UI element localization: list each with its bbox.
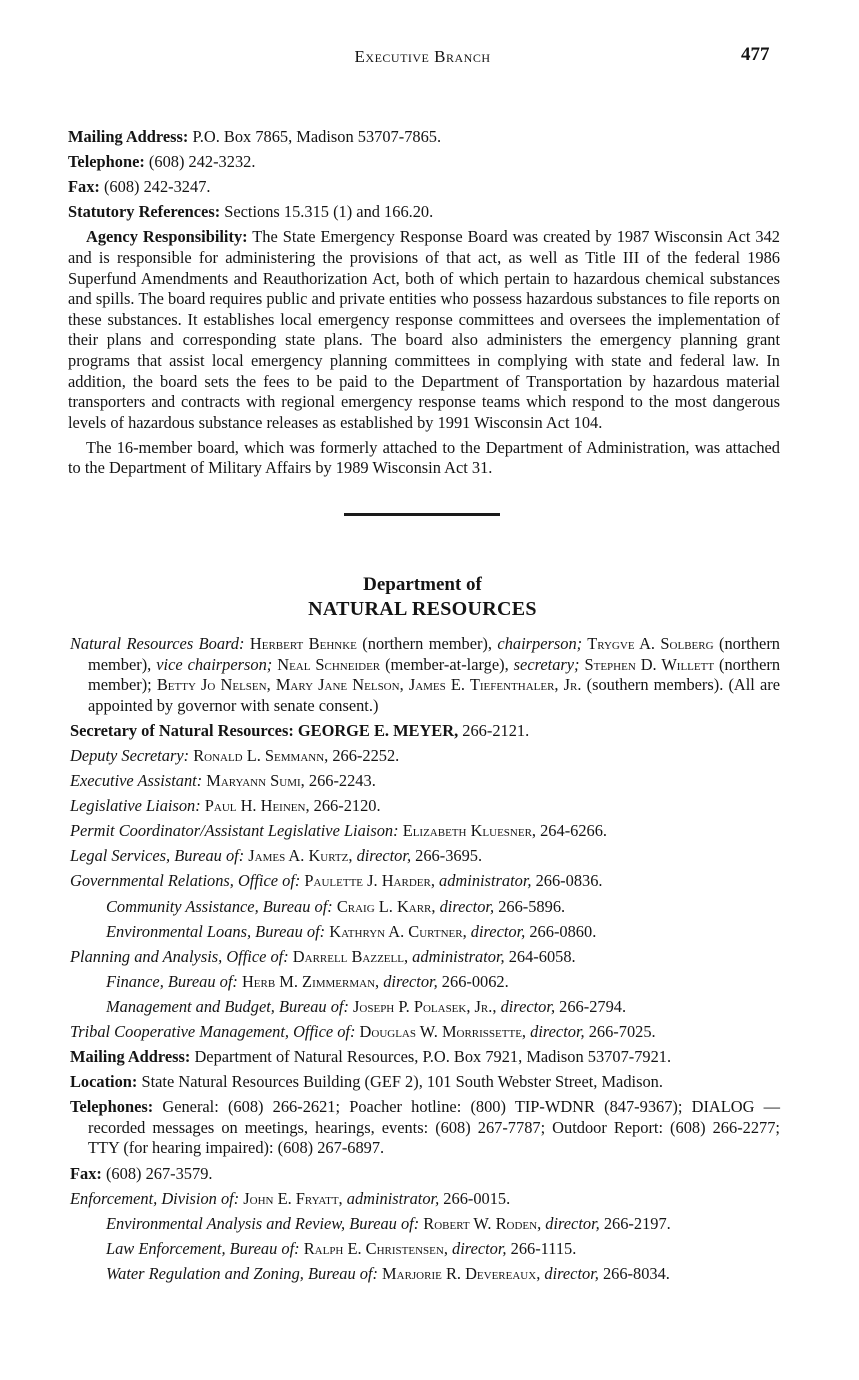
enforcement-entry: Environmental Analysis and Review, Bureau of: Robert W. Roden, director, 266-2197.	[106, 1213, 671, 1233]
page-number: 477	[741, 44, 770, 65]
official-entry: Finance, Bureau of: Herb M. Zimmerman, director, 266-0062.	[106, 971, 509, 991]
dnr-fax-line: Fax: (608) 267-3579.	[70, 1163, 213, 1183]
department-heading	[0, 573, 845, 622]
official-entry: Community Assistance, Bureau of: Craig L. Karr, director, 266-5896.	[106, 896, 566, 916]
section-divider	[344, 513, 500, 516]
official-entry: Deputy Secretary: Ronald L. Semmann, 266-2252.	[70, 745, 400, 765]
history-paragraph: The 16-member board, which was formerly attached to the Department of Administration, was attached to the Department of Military Affairs by 1989 Wisconsin Act 31.	[68, 437, 780, 478]
official-entry: Legal Services, Bureau of: James A. Kurtz, director, 266-3695.	[70, 846, 483, 866]
enforcement-entry: Water Regulation and Zoning, Bureau of: Marjorie R. Devereaux, director, 266-8034.	[106, 1263, 670, 1283]
natural-resources-section	[70, 634, 780, 1289]
secretary-entry: Secretary of Natural Resources: GEORGE E. MEYER, 266-2121.	[70, 720, 530, 740]
telephone-line: Telephone: (608) 242-3232.	[68, 152, 256, 172]
official-entry: Environmental Loans, Bureau of: Kathryn A. Curtner, director, 266-0860.	[106, 921, 597, 941]
official-entry: Management and Budget, Bureau of: Joseph P. Polasek, Jr., director, 266-2794.	[106, 996, 627, 1016]
dnr-telephones-entry: Telephones: General: (608) 266-2621; Poacher hotline: (800) TIP-WDNR (847-9367); DIALOG — recorded messages on meetings, hearings, events: (608) 267-7787; Outdoor Report: (608) 266-2277; TTY (for hearing impaired): (608) 267-6897.	[70, 1097, 780, 1158]
enforcement-entry: Law Enforcement, Bureau of: Ralph E. Christensen, director, 266-1115.	[106, 1238, 577, 1258]
agency-responsibility-paragraph: Agency Responsibility: The State Emergency Response Board was created by 1987 Wisconsin Act 342 and is responsible for administering the provisions of that act, as well as Title III of the federal 1986 Superfund Amendments and Reauthorization Act, both of which pertain to hazardous chemical substances and spills. The board requires public and private entities who possess hazardous substances to file reports on these substances. It establishes local emergency response committees and oversees the implementation of their plans and corresponding state plans. The board also administers the emergency planning grant programs that assist local emergency planning committees in complying with state and federal law. In addition, the board sets the fees to be paid to the Department of Transportation by hazardous material transporters and contracts with regional emergency response teams which respond to the most dangerous levels of hazardous substance releases as established by 1991 Wisconsin Act 104.	[68, 227, 781, 432]
official-entry: Executive Assistant: Maryann Sumi, 266-2243.	[70, 771, 376, 791]
enforcement-entry: Enforcement, Division of: John E. Fryatt, administrator, 266-0015.	[70, 1188, 511, 1208]
emergency-board-section	[68, 127, 780, 484]
dnr-mailing-address-line: Mailing Address: Department of Natural Resources, P.O. Box 7921, Madison 53707-7921.	[70, 1047, 672, 1067]
mailing-address-line: Mailing Address: P.O. Box 7865, Madison 53707-7865.	[68, 127, 442, 146]
official-entry: Permit Coordinator/Assistant Legislative Liaison: Elizabeth Kluesner, 264-6266.	[70, 821, 608, 841]
department-heading-line2: NATURAL RESOURCES	[308, 598, 537, 620]
dnr-location-line: Location: State Natural Resources Building (GEF 2), 101 South Webster Street, Madison.	[70, 1072, 663, 1092]
official-entry: Planning and Analysis, Office of: Darrell Bazzell, administrator, 264-6058.	[70, 946, 576, 966]
official-entry: Tribal Cooperative Management, Office of: Douglas W. Morrissette, director, 266-7025.	[70, 1022, 656, 1041]
natural-resources-board-entry: Natural Resources Board: Herbert Behnke (northern member), chairperson; Trygve A. Solberg (northern member), vice chairperson; Neal Schneider (member-at-large), secretary; Stephen D. Willett (northern member); Betty Jo Nelsen, Mary Jane Nelson, James E. Tiefenthaler, Jr. (southern members). (All are appointed by governor with senate consent.)	[70, 634, 781, 715]
official-entry: Governmental Relations, Office of: Paulette J. Harder, administrator, 266-0836.	[70, 871, 603, 891]
statutory-references-line: Statutory References: Sections 15.315 (1) and 166.20.	[68, 202, 434, 222]
fax-line: Fax: (608) 242-3247.	[68, 177, 211, 197]
official-entry: Legislative Liaison: Paul H. Heinen, 266-2120.	[70, 796, 381, 816]
running-header: Executive Branch	[354, 47, 491, 66]
department-heading-line1: Department of	[363, 574, 482, 595]
